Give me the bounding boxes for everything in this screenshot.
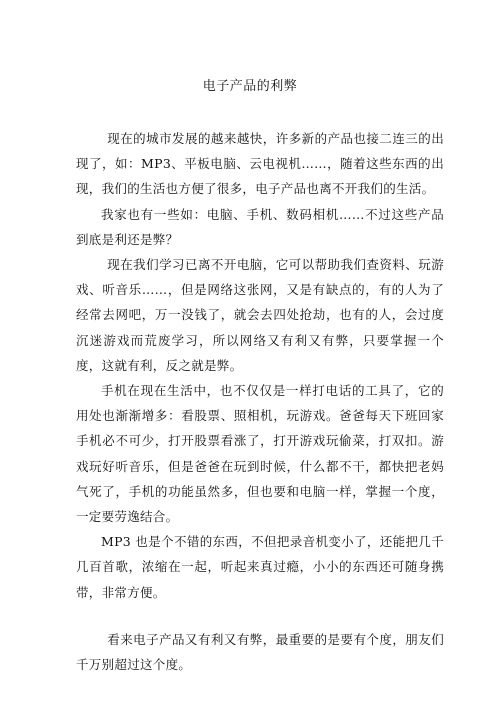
document-title: 电子产品的利弊	[202, 79, 298, 94]
paragraph-conclusion: 看来电子产品又有利又有弊，最重要的是要有个度，朋友们千万别超过这个度。	[76, 631, 444, 673]
paragraph-intro: 现在的城市发展的越来越快，许多新的产品也接二连三的出现了，如：MP3、平板电脑、云电视机……，随着这些东西的出现，我们的生活也方便了很多，电子产品也离不开我们的生活。	[76, 131, 444, 197]
paragraph-computer: 现在我们学习已离不开电脑，它可以帮助我们查资料、玩游戏、听音乐……，但是网络这张网，又是有缺点的，有的人为了经常去网吧，万一没钱了，就会去四处抢劫，也有的人，会过度沉迷游戏而荒废学习，所以网络又有利又有弊，只要掌握一个度，这就有利，反之就是弊。	[76, 257, 444, 373]
paragraph-mp3: MP3 也是个不错的东西，不但把录音机变小了，还能把几千几百首歌，浓缩在一起，听起来真过瘾，小小的东西还可随身携带，非常方便。	[76, 534, 444, 600]
document-body	[76, 126, 444, 677]
paragraph-question: 我家也有一些如：电脑、手机、数码相机……不过这些产品到底是利还是弊？	[76, 206, 444, 247]
paragraph-phone: 手机在现在生活中，也不仅仅是一样打电话的工具了，它的用处也渐渐增多：看股票、照相机，玩游戏。爸爸每天下班回家手机必不可少，打开股票看涨了，打开游戏玩偷菜，打双扣。游戏玩好听音乐，但是爸爸在玩到时候，什么都不干，都快把老妈气死了，手机的功能虽然多，但也要和电脑一样，掌握一个度，一定要劳逸结合。	[76, 383, 444, 525]
